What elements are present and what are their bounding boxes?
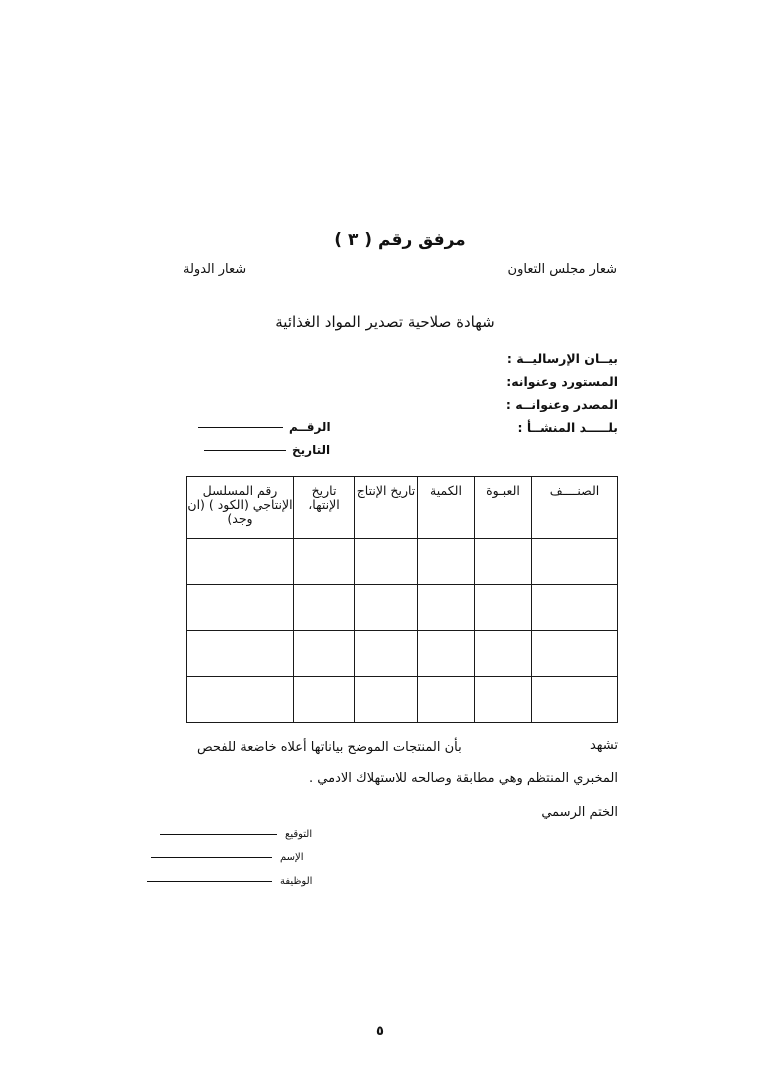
table-cell xyxy=(475,631,532,677)
table-cell xyxy=(187,585,294,631)
header-production-date: تاريخ الإنتاج xyxy=(355,477,418,539)
table-cell xyxy=(418,631,475,677)
statement-line-2: المخبري المنتظم وهي مطابقة وصالحه للاستهلاك الادمي . xyxy=(309,771,618,786)
table-cell xyxy=(294,585,355,631)
table-cell xyxy=(355,677,418,723)
table-cell xyxy=(294,677,355,723)
signature-blank-line xyxy=(160,834,277,835)
header-item: الصنــــف xyxy=(532,477,618,539)
state-logo-label: شعار الدولة xyxy=(183,262,247,277)
signature-field xyxy=(160,829,312,840)
table-row xyxy=(187,631,618,677)
table-cell xyxy=(355,539,418,585)
shipment-details-label: بيــان الإرساليــة : xyxy=(506,351,618,366)
country-of-origin-label: بلـــــد المنشــأ : xyxy=(517,420,618,435)
name-field xyxy=(151,852,304,863)
table-cell xyxy=(418,539,475,585)
job-title-label: الوظيفة xyxy=(280,876,313,887)
table-cell xyxy=(475,585,532,631)
certificate-title: شهادة صلاحية تصدير المواد الغذائية xyxy=(275,313,495,331)
date-blank-line xyxy=(204,450,286,451)
header-quantity: الكمية xyxy=(418,477,475,539)
importer-address-label: المستورد وعنوانه: xyxy=(506,374,618,389)
date-field xyxy=(204,443,330,457)
signature-label: التوقيع xyxy=(285,829,313,840)
table-cell xyxy=(294,631,355,677)
council-logo-label: شعار مجلس التعاون xyxy=(507,262,617,277)
table-cell xyxy=(187,631,294,677)
table-cell xyxy=(187,539,294,585)
job-title-blank-line xyxy=(147,881,272,882)
products-table xyxy=(186,476,618,723)
table-cell xyxy=(355,631,418,677)
table-cell xyxy=(418,585,475,631)
table-cell xyxy=(532,585,618,631)
job-title-field xyxy=(147,876,312,887)
date-label: التاريخ xyxy=(292,443,331,457)
header-expiry-date: تاريخ الإنتها، xyxy=(294,477,355,539)
statement-certifies: تشهد xyxy=(589,738,618,753)
number-label: الرقــم xyxy=(289,420,331,434)
number-field xyxy=(198,420,331,434)
official-stamp-label: الختم الرسمي xyxy=(541,805,618,820)
table-row xyxy=(187,677,618,723)
table-cell xyxy=(294,539,355,585)
table-row xyxy=(187,585,618,631)
table-cell xyxy=(532,539,618,585)
table-header-row xyxy=(187,477,618,539)
attachment-title: مرفق رقم ( ٣ ) xyxy=(334,230,466,250)
exporter-address-label: المصدر وعنوانــه : xyxy=(505,397,618,412)
header-package: العبـوة xyxy=(475,477,532,539)
number-blank-line xyxy=(198,427,283,428)
table-cell xyxy=(532,631,618,677)
page-number: ٥ xyxy=(376,1024,384,1039)
name-blank-line xyxy=(151,857,272,858)
header-serial-code: رقم المسلسل الإنتاجي (الكود ) (ان وجد) xyxy=(187,477,294,539)
name-label: الإسم xyxy=(280,852,304,863)
table-cell xyxy=(475,539,532,585)
table-cell xyxy=(418,677,475,723)
table-cell xyxy=(532,677,618,723)
table-cell xyxy=(475,677,532,723)
table-cell xyxy=(355,585,418,631)
table-row xyxy=(187,539,618,585)
table-cell xyxy=(187,677,294,723)
statement-line-1: بأن المنتجات الموضح بياناتها أعلاه خاضعة للفحص xyxy=(197,740,462,755)
